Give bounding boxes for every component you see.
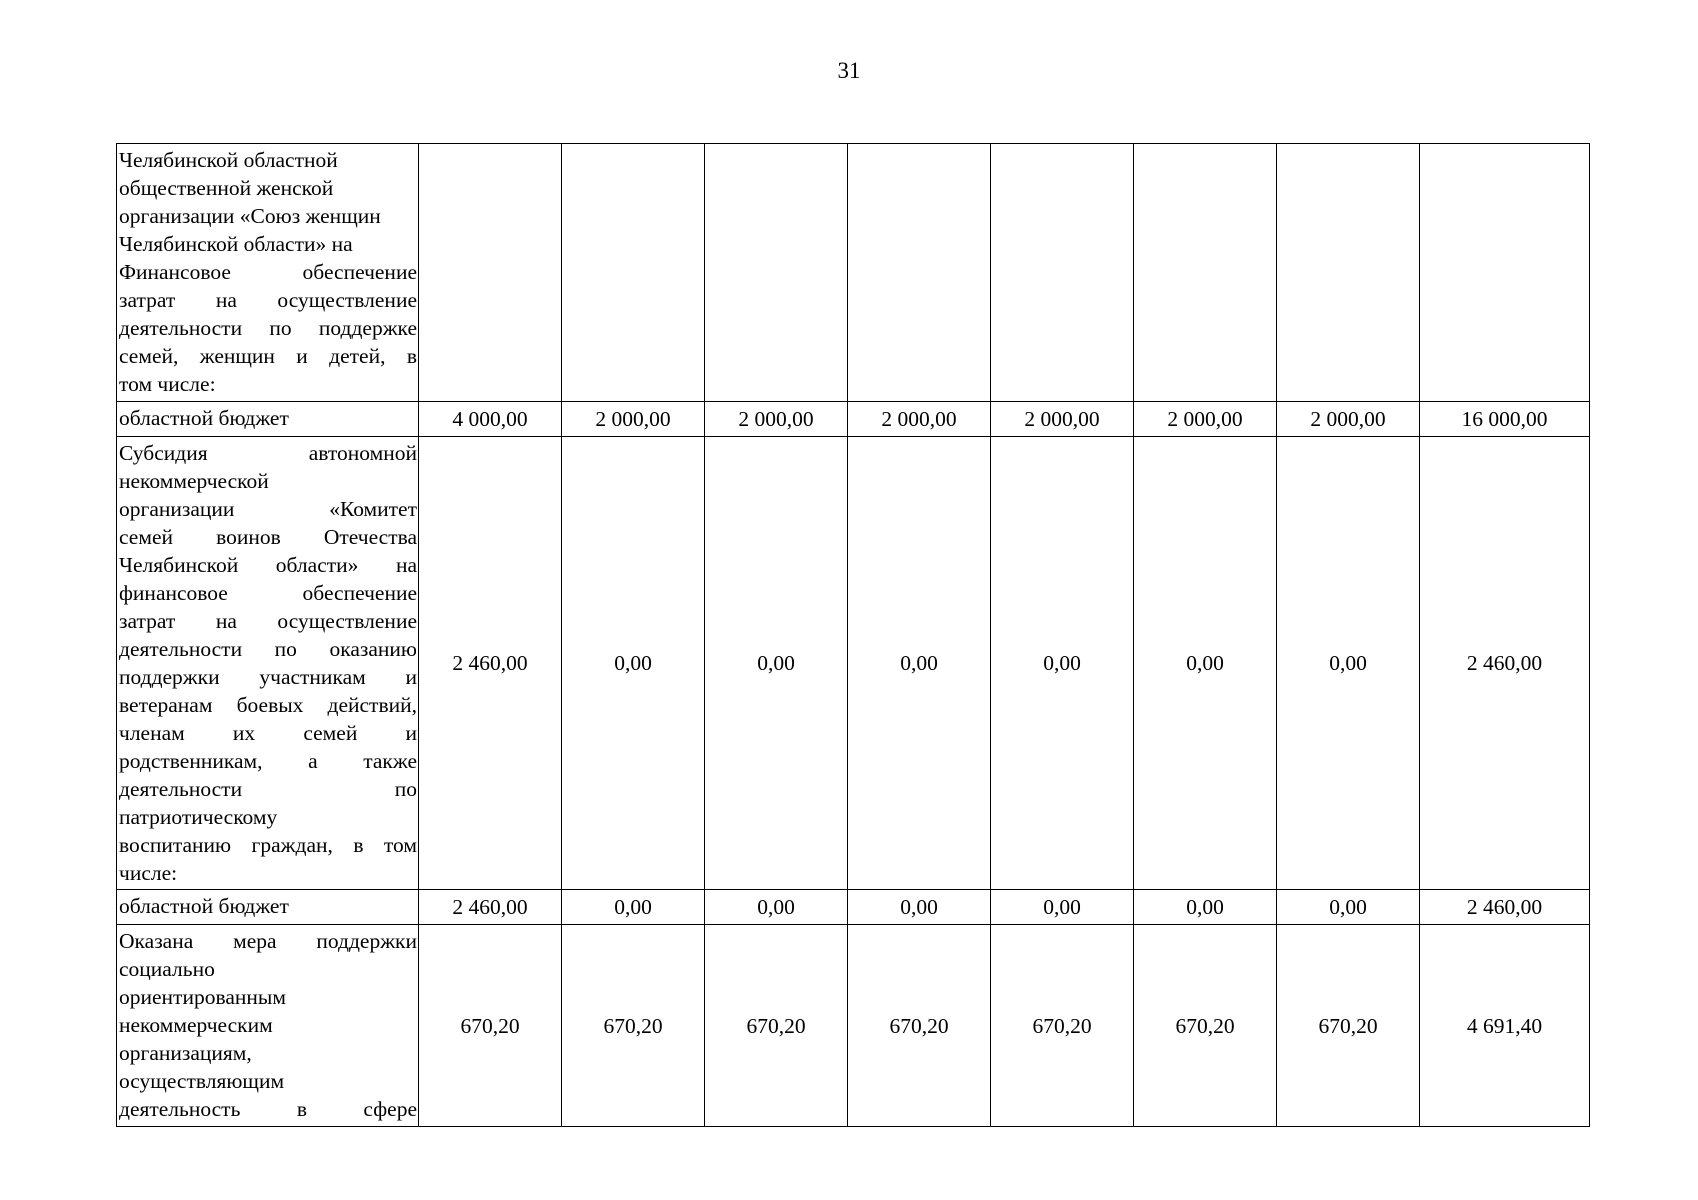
value-cell: 670,20 (562, 925, 705, 1127)
description-line: числе: (119, 861, 178, 885)
description-line: патриотическому (119, 805, 278, 829)
description-line: затрат на осуществление (119, 609, 417, 633)
row-description (117, 925, 419, 1127)
value-cell: 0,00 (1134, 890, 1277, 925)
description-line: деятельности по (119, 777, 417, 801)
value-cell: 0,00 (1277, 890, 1420, 925)
total-cell: 16 000,00 (1420, 402, 1590, 437)
description-line: Финансовое обеспечение (119, 260, 417, 284)
value-cell: 670,20 (1134, 925, 1277, 1127)
value-cell: 670,20 (991, 925, 1134, 1127)
description-line: некоммерческим (119, 1013, 273, 1037)
description-line: Челябинской области» на (119, 232, 353, 256)
description-line: организациям, (119, 1041, 252, 1065)
description-line: социально (119, 957, 215, 981)
description-line: осуществляющим (119, 1069, 285, 1093)
value-cell: 0,00 (991, 890, 1134, 925)
description-line: областной бюджет (119, 894, 289, 918)
description-line: Субсидия автономной (119, 441, 417, 465)
value-cell: 670,20 (419, 925, 562, 1127)
value-cell: 0,00 (1277, 437, 1420, 890)
row-description (117, 890, 419, 925)
description-line: Челябинской области» на (119, 553, 417, 577)
description-line: организации «Союз женщин (119, 204, 381, 228)
value-cell: 0,00 (705, 890, 848, 925)
total-cell: 2 460,00 (1420, 890, 1590, 925)
value-cell: 670,20 (705, 925, 848, 1127)
value-cell: 2 000,00 (991, 402, 1134, 437)
total-cell: 4 691,40 (1420, 925, 1590, 1127)
value-cell (1277, 144, 1420, 402)
description-line: поддержки участникам и (119, 665, 417, 689)
description-line: затрат на осуществление (119, 288, 417, 312)
table-row (117, 437, 1590, 890)
row-description (117, 437, 419, 890)
value-cell: 2 000,00 (1134, 402, 1277, 437)
value-cell (705, 144, 848, 402)
description-line: членам их семей и (119, 721, 417, 745)
value-cell (1134, 144, 1277, 402)
description-line: родственникам, а также (119, 749, 417, 773)
value-cell: 0,00 (848, 437, 991, 890)
total-cell: 2 460,00 (1420, 437, 1590, 890)
value-cell: 670,20 (1277, 925, 1420, 1127)
description-line: том числе: (119, 372, 216, 396)
table-row (117, 890, 1590, 925)
value-cell: 4 000,00 (419, 402, 562, 437)
value-cell: 2 000,00 (705, 402, 848, 437)
value-cell: 0,00 (991, 437, 1134, 890)
value-cell: 2 000,00 (1277, 402, 1420, 437)
value-cell (991, 144, 1134, 402)
table-row (117, 925, 1590, 1127)
table-row (117, 402, 1590, 437)
value-cell: 2 460,00 (419, 890, 562, 925)
description-line: финансовое обеспечение (119, 581, 417, 605)
value-cell: 0,00 (705, 437, 848, 890)
description-line: Челябинской областной (119, 148, 338, 172)
description-line: общественной женской (119, 176, 334, 200)
value-cell: 0,00 (562, 437, 705, 890)
value-cell: 670,20 (848, 925, 991, 1127)
description-line: Оказана мера поддержки (119, 929, 417, 953)
description-line: семей, женщин и детей, в (119, 344, 417, 368)
table-row (117, 144, 1590, 402)
description-line: воспитанию граждан, в том (119, 833, 417, 857)
description-line: семей воинов Отечества (119, 525, 417, 549)
row-description (117, 144, 419, 402)
value-cell (419, 144, 562, 402)
description-line: областной бюджет (119, 406, 289, 430)
value-cell: 2 000,00 (562, 402, 705, 437)
value-cell: 0,00 (562, 890, 705, 925)
description-line: деятельности по поддержке (119, 316, 417, 340)
page-number: 31 (837, 58, 861, 83)
value-cell: 0,00 (848, 890, 991, 925)
description-line: деятельности по оказанию (119, 637, 417, 661)
value-cell (562, 144, 705, 402)
description-line: некоммерческой (119, 469, 269, 493)
value-cell: 0,00 (1134, 437, 1277, 890)
budget-table (116, 143, 1590, 1127)
description-line: ориентированным (119, 985, 286, 1009)
total-cell (1420, 144, 1590, 402)
value-cell (848, 144, 991, 402)
row-description (117, 402, 419, 437)
value-cell: 2 460,00 (419, 437, 562, 890)
description-line: ветеранам боевых действий, (119, 693, 417, 717)
description-line: деятельность в сфере (119, 1097, 417, 1121)
value-cell: 2 000,00 (848, 402, 991, 437)
description-line: организации «Комитет (119, 497, 417, 521)
